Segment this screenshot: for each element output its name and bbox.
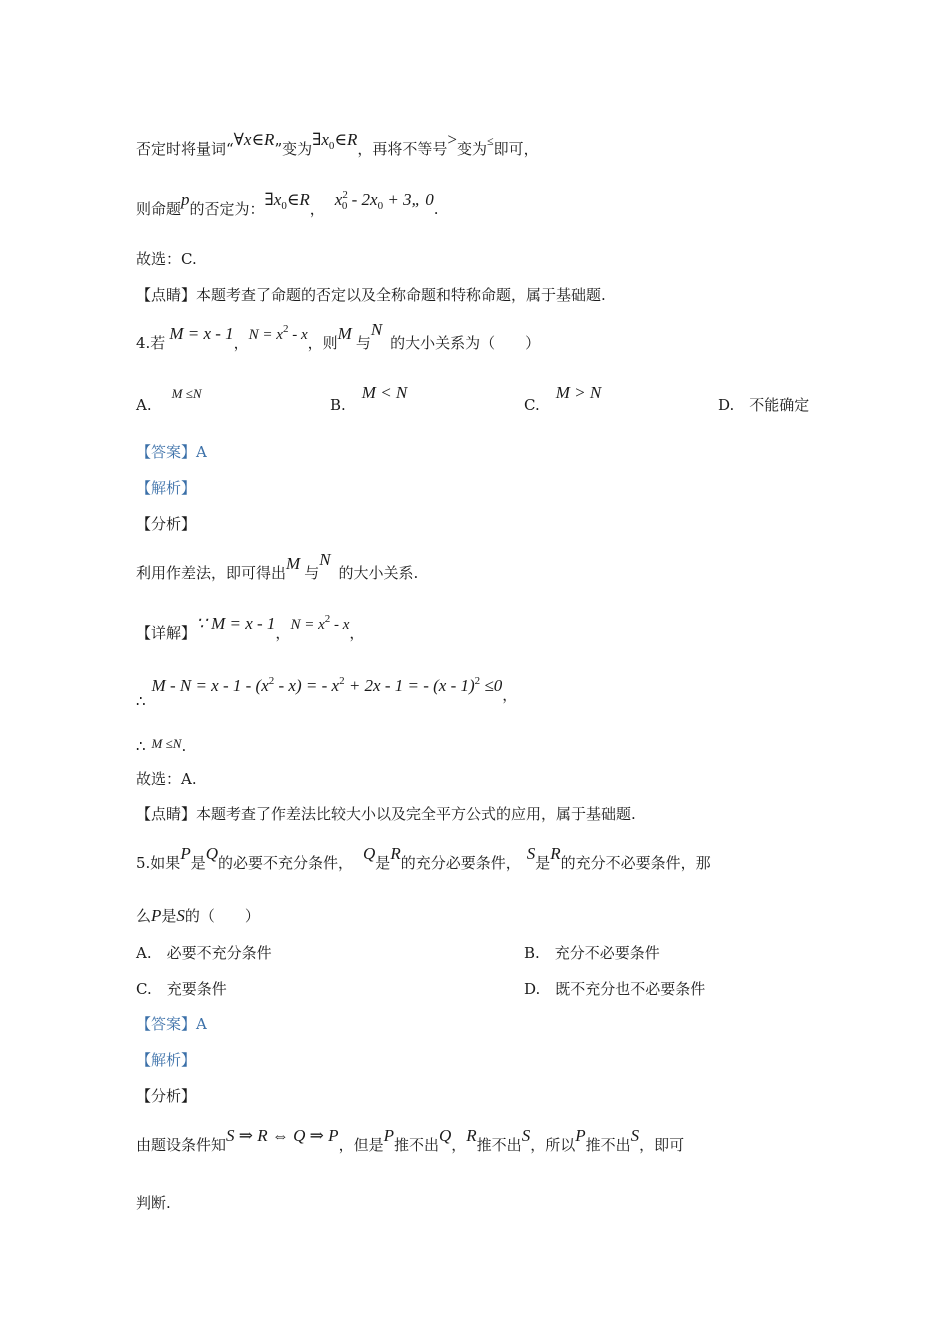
math-option: M > N: [555, 383, 602, 402]
math-sup: 2: [474, 675, 481, 687]
math-sub: 0: [328, 140, 335, 152]
math-q: Q: [363, 844, 376, 863]
text: 是: [375, 854, 391, 872]
math-q: Q: [205, 844, 218, 863]
analysis-label: 【解析】: [136, 1051, 197, 1069]
math-s: S: [176, 906, 185, 925]
text: 是: [190, 854, 206, 872]
math-le: ≤: [487, 134, 494, 148]
math-s: S: [526, 844, 536, 863]
math-sub: 0: [377, 200, 384, 212]
math-expr: - x: [330, 617, 350, 633]
option-a: [136, 386, 202, 417]
text: ，但是: [338, 1136, 384, 1154]
analysis-text: [136, 550, 419, 584]
question-4: [136, 320, 541, 356]
text: 是: [161, 907, 177, 925]
text: 的（ ）: [184, 907, 260, 925]
math-option: M ≤N: [171, 386, 202, 401]
math-expr: + 2x - 1 = - (x - 1): [344, 676, 475, 695]
math-expr: - x: [288, 327, 308, 343]
math-p: P: [180, 844, 191, 863]
text: 的大小关系为（ ）: [390, 334, 541, 352]
text: ”变为: [274, 140, 313, 158]
math-n-def: N = x: [290, 617, 325, 633]
math-q: Q: [438, 1126, 452, 1145]
math-m: M: [337, 324, 352, 343]
math-n: N: [370, 320, 383, 339]
text: 的充分必要条件，: [400, 854, 521, 872]
math-m-def: ∵ M = x - 1: [196, 614, 276, 633]
math-forall: ∀x∈R: [233, 130, 275, 149]
detail-line: [136, 613, 365, 646]
analysis-text: [136, 1126, 685, 1156]
text: ，: [233, 334, 249, 352]
negation-rule-line: [136, 130, 539, 162]
math-in-r: ∈R: [286, 190, 310, 209]
math-r: R: [550, 844, 561, 863]
math-exists: ∃x: [312, 130, 329, 149]
option-c: [524, 383, 602, 416]
math-expr: M ≤N: [151, 736, 182, 751]
text: 推不出: [476, 1136, 522, 1154]
math-r: R: [390, 844, 401, 863]
math-p: P: [383, 1126, 394, 1145]
answer-label: 【答案】A: [136, 443, 207, 461]
math-sup: 2: [342, 189, 348, 201]
math-m: M: [286, 554, 301, 573]
option-label: B.: [330, 396, 346, 414]
math-sup: 2: [282, 323, 289, 335]
math-sup: 2: [339, 675, 345, 687]
text: ，: [275, 624, 291, 642]
text: 由题设条件知: [136, 1136, 227, 1154]
analysis-heading: 【分析】: [136, 1087, 197, 1105]
text: ，: [349, 624, 365, 642]
math-n-def: N = x: [248, 327, 283, 343]
text: ，: [309, 200, 325, 218]
text: 4.若: [136, 334, 166, 352]
option-label: C.: [524, 396, 540, 414]
analysis-text-end: 判断.: [136, 1194, 171, 1212]
therefore-symbol: ∴: [136, 692, 146, 710]
math-s: S: [521, 1126, 531, 1145]
answer-label: 【答案】A: [136, 1015, 207, 1033]
detail-label: 【详解】: [136, 624, 197, 642]
option-b: [330, 383, 408, 416]
math-p: p: [181, 190, 190, 209]
text: 否定时将量词“: [136, 140, 234, 158]
text: .: [433, 200, 439, 218]
calculation-line: [136, 675, 518, 710]
text: 利用作差法，即可得出: [136, 564, 287, 582]
option-a: A. 必要不充分条件: [136, 944, 272, 962]
text: 与: [304, 564, 320, 582]
text: 推不出: [585, 1136, 631, 1154]
math-expr: - x) = - x: [274, 676, 340, 695]
text: 的大小关系.: [338, 564, 419, 582]
math-p: P: [575, 1126, 586, 1145]
text: 变为: [456, 140, 487, 158]
math-sup: 2: [268, 675, 275, 687]
math-expr: - 2x: [347, 190, 378, 209]
text: 么: [136, 907, 152, 925]
math-gt: >: [447, 130, 457, 149]
math-r: R: [466, 1126, 477, 1145]
answer-choice-text: 故选：C.: [136, 250, 197, 268]
math-sub: 0: [281, 200, 287, 212]
text: 5.如果: [136, 854, 181, 872]
option-b: B. 充分不必要条件: [524, 944, 660, 962]
analysis-heading: 【分析】: [136, 515, 197, 533]
math-p: P: [151, 906, 162, 925]
text: 即可，: [493, 140, 539, 158]
text: ，即可: [639, 1136, 685, 1154]
math-m-def: M = x - 1: [169, 324, 234, 343]
negation-result-line: [136, 189, 439, 222]
math-implication-chain: S ⇒ R ⇔ Q ⇒ P: [226, 1126, 339, 1145]
option-d: D. 既不充分也不必要条件: [524, 980, 706, 998]
option-c: C. 充要条件: [136, 980, 227, 998]
text: 的否定为：: [189, 200, 265, 218]
math-option: M < N: [361, 383, 408, 402]
conclusion-line: [136, 735, 186, 758]
text: ，: [502, 686, 518, 704]
math-n: N: [319, 550, 331, 569]
text: 则命题: [136, 200, 182, 218]
comment-text: 【点睛】本题考查了作差法比较大小以及完全平方公式的应用，属于基础题.: [136, 805, 636, 823]
math-in-r: ∈R: [334, 130, 358, 149]
text: 推不出: [393, 1136, 439, 1154]
comment-text: 【点睛】本题考查了命题的否定以及全称命题和特称命题，属于基础题.: [136, 286, 606, 304]
text: ，所以: [530, 1136, 576, 1154]
text: 的充分不必要条件，那: [560, 854, 711, 872]
text: .: [181, 737, 187, 755]
text: ，: [451, 1136, 467, 1154]
analysis-label: 【解析】: [136, 479, 197, 497]
text: ，则: [307, 334, 338, 352]
math-expr: M - N = x - 1 - (x: [151, 676, 269, 695]
math-sup: 2: [324, 613, 331, 625]
question-5-cont: [136, 905, 260, 927]
math-expr: ≤0: [480, 676, 503, 695]
option-label: A.: [136, 396, 152, 414]
text: ，再将不等号: [357, 140, 448, 158]
text: 与: [355, 334, 371, 352]
math-exists: ∃x: [264, 190, 282, 209]
option-d: D. 不能确定: [718, 396, 810, 414]
therefore-symbol: ∴: [136, 737, 146, 755]
text: 是: [535, 854, 551, 872]
math-x: x: [334, 190, 343, 209]
answer-choice-text: 故选：A.: [136, 770, 197, 788]
math-expr: + 3„ 0: [383, 190, 434, 209]
math-sub: 0: [341, 200, 348, 212]
question-5: [136, 844, 711, 874]
math-s: S: [630, 1126, 640, 1145]
text: 的必要不充分条件，: [218, 854, 354, 872]
